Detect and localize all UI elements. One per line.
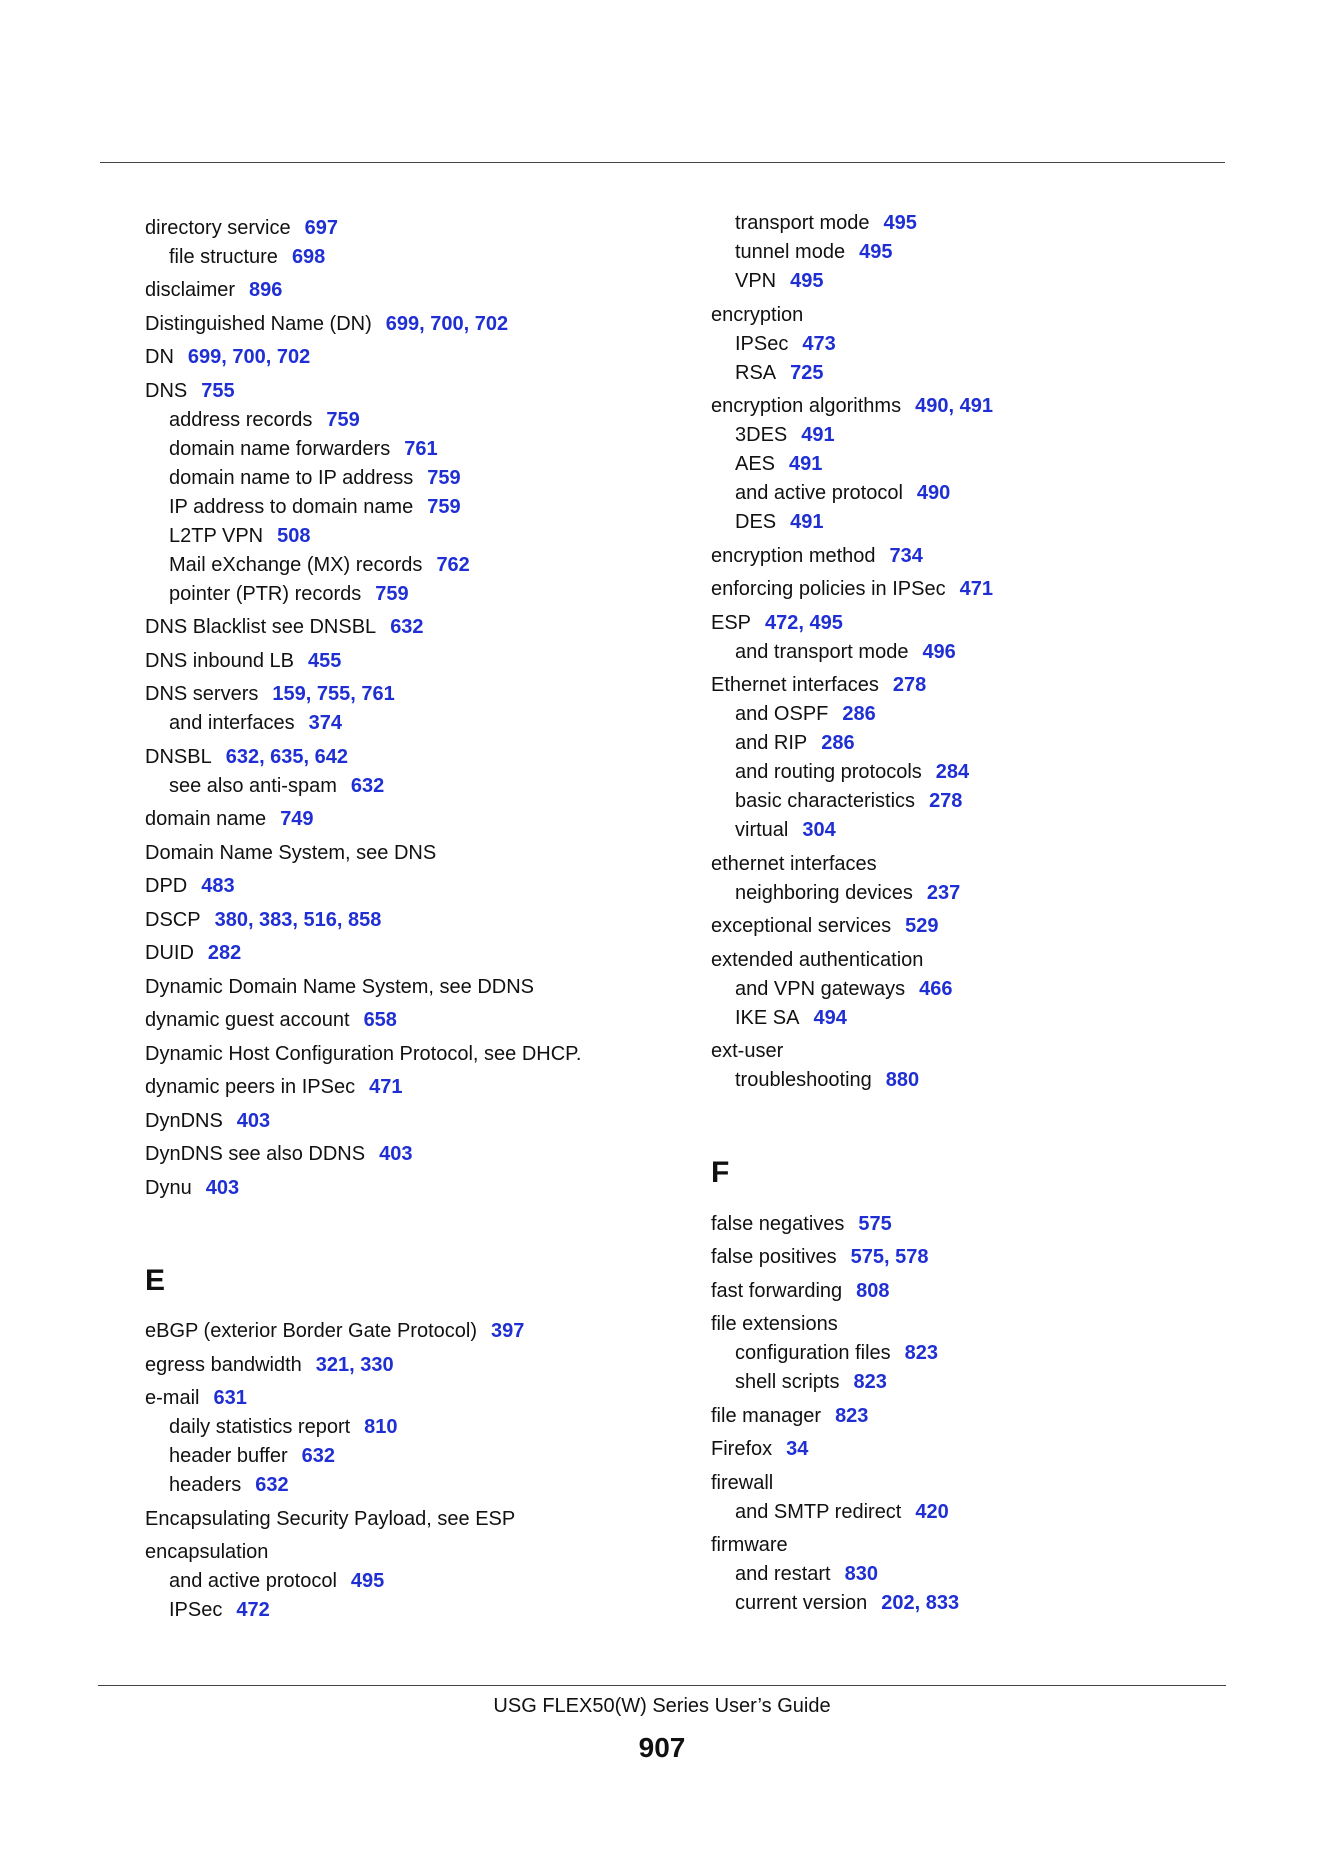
index-subentry <box>711 816 1231 845</box>
page-reference-link[interactable]: 755 <box>201 379 235 402</box>
entry-term: enforcing policies in IPSec <box>711 578 946 600</box>
page-reference-link[interactable]: 34 <box>786 1438 809 1460</box>
entry-term: Dynamic Host Configuration Protocol, see DHCP. <box>145 1042 582 1065</box>
page-reference-link[interactable]: 455 <box>307 649 342 672</box>
section-spacer <box>711 1193 1231 1205</box>
entry-term: e-mail <box>145 1387 200 1409</box>
entry-term: DES <box>735 511 777 533</box>
page-reference-link[interactable]: 321, 330 <box>315 1353 394 1376</box>
page-reference-link[interactable]: 472, 495 <box>765 611 843 634</box>
index-column-right <box>711 209 1231 1618</box>
page-reference-link[interactable]: 575 <box>858 1212 892 1235</box>
index-entry <box>145 276 665 305</box>
page-reference-link[interactable]: 495 <box>883 212 917 234</box>
index-subentry <box>711 1066 1231 1095</box>
index-subentry <box>711 330 1231 359</box>
entry-term: Domain Name System, see DNS <box>145 841 437 864</box>
header-rule <box>100 162 1225 163</box>
index-subentry <box>711 1368 1231 1397</box>
entry-term: ESP <box>711 611 752 634</box>
page-reference-link[interactable]: 471 <box>959 578 993 600</box>
index-subentry <box>145 406 665 435</box>
section-spacer <box>145 1301 665 1313</box>
page-reference-link[interactable]: 529 <box>905 915 939 937</box>
index-entry <box>145 377 665 406</box>
index-entry <box>145 1351 665 1380</box>
entry-term: domain name <box>145 808 267 830</box>
entry-term: configuration files <box>735 1342 891 1364</box>
entry-term: IPSec <box>169 1599 223 1621</box>
index-entry <box>711 609 1231 638</box>
entry-term: ethernet interfaces <box>711 852 877 875</box>
entry-term: firewall <box>711 1471 774 1494</box>
page-reference-link[interactable]: 495 <box>859 241 893 263</box>
page-reference-link[interactable]: 631 <box>213 1387 247 1409</box>
index-subentry <box>711 238 1231 267</box>
index-entry <box>145 743 665 772</box>
index-entry <box>711 392 1231 421</box>
page-reference-link[interactable]: 491 <box>789 453 823 475</box>
index-entry <box>145 1140 665 1169</box>
page-reference-link[interactable]: 759 <box>375 582 409 605</box>
entry-term: false positives <box>711 1246 837 1268</box>
index-subentry <box>711 267 1231 296</box>
page-reference-link[interactable]: 202, 833 <box>881 1592 960 1614</box>
entry-term: disclaimer <box>145 279 236 301</box>
entry-term: L2TP VPN <box>169 524 264 547</box>
page-reference-link[interactable]: 374 <box>308 712 343 734</box>
index-entry <box>711 946 1231 975</box>
entry-term: encryption algorithms <box>711 395 902 417</box>
page-reference-link[interactable]: 495 <box>350 1570 385 1592</box>
entry-term: encapsulation <box>145 1541 269 1563</box>
entry-term: 3DES <box>735 424 788 446</box>
entry-term: Mail eXchange (MX) records <box>169 553 423 576</box>
entry-term: fast forwarding <box>711 1279 843 1302</box>
page-reference-link[interactable]: 734 <box>889 544 923 567</box>
entry-term: DNS servers <box>145 683 259 705</box>
index-subentry <box>145 522 665 551</box>
entry-term: exceptional services <box>711 915 892 937</box>
index-entry <box>145 680 665 709</box>
entry-term: DN <box>145 346 174 368</box>
page-reference-link[interactable]: 698 <box>291 245 326 268</box>
index-subentry <box>145 709 665 738</box>
page-reference-link[interactable]: 575, 578 <box>850 1246 929 1268</box>
index-subentry <box>145 1567 665 1596</box>
index-entry <box>145 973 665 1002</box>
footer-rule <box>98 1685 1226 1686</box>
index-subentry <box>711 729 1231 758</box>
entry-term: ext-user <box>711 1040 784 1062</box>
entry-term: header buffer <box>169 1445 288 1467</box>
index-subentry <box>711 1589 1231 1618</box>
index-entry <box>145 1384 665 1413</box>
index-subentry <box>145 1596 665 1625</box>
page-reference-link[interactable]: 278 <box>892 674 927 696</box>
index-column-left <box>145 209 665 1625</box>
index-entry <box>145 906 665 935</box>
entry-term: DPD <box>145 875 188 897</box>
entry-term: and active protocol <box>735 482 903 504</box>
page-reference-link[interactable]: 508 <box>277 524 311 547</box>
page-reference-link[interactable]: 491 <box>801 424 835 446</box>
index-subentry <box>145 493 665 522</box>
entry-term: DynDNS <box>145 1109 223 1132</box>
page-reference-link[interactable]: 403 <box>236 1109 271 1132</box>
entry-term: DNS inbound LB <box>145 649 294 672</box>
entry-term: and restart <box>735 1563 831 1585</box>
index-subentry <box>711 508 1231 537</box>
index-entry <box>711 1435 1231 1464</box>
index-entry <box>711 1469 1231 1498</box>
section-letter: E <box>145 1263 166 1297</box>
page-reference-link[interactable]: 808 <box>856 1279 890 1302</box>
page-reference-link[interactable]: 632, 635, 642 <box>225 745 349 768</box>
entry-term: Ethernet interfaces <box>711 674 879 696</box>
entry-term: and SMTP redirect <box>735 1500 902 1523</box>
entry-term: egress bandwidth <box>145 1353 302 1376</box>
index-entry <box>711 850 1231 879</box>
page-reference-link[interactable]: 896 <box>249 279 283 301</box>
entry-term: false negatives <box>711 1212 845 1235</box>
entry-term: encryption <box>711 303 804 326</box>
page-reference-link[interactable]: 159, 755, 761 <box>272 683 395 705</box>
index-subentry <box>145 243 665 272</box>
page-reference-link[interactable]: 495 <box>790 270 824 292</box>
page-reference-link[interactable]: 490, 491 <box>915 395 993 417</box>
index-subentry <box>711 479 1231 508</box>
page-reference-link[interactable]: 278 <box>929 790 963 812</box>
page-reference-link[interactable]: 830 <box>844 1563 878 1585</box>
index-subentry <box>145 551 665 580</box>
entry-term: firmware <box>711 1534 788 1556</box>
page-reference-link[interactable]: 699, 700, 702 <box>385 312 509 335</box>
page-reference-link[interactable]: 823 <box>835 1404 869 1427</box>
page-reference-link[interactable]: 810 <box>364 1416 398 1438</box>
page-reference-link[interactable]: 823 <box>904 1342 939 1364</box>
index-subentry <box>711 421 1231 450</box>
entry-term: Dynamic Domain Name System, see DDNS <box>145 975 534 998</box>
entry-term: Firefox <box>711 1438 773 1460</box>
entry-term: see also anti-spam <box>169 774 337 797</box>
page-reference-link[interactable]: 632 <box>301 1445 335 1467</box>
entry-term: pointer (PTR) records <box>169 582 362 605</box>
section-spacer <box>145 1203 665 1261</box>
entry-term: file extensions <box>711 1313 838 1335</box>
index-subentry <box>711 787 1231 816</box>
index-subentry <box>145 1442 665 1471</box>
entry-term: current version <box>735 1592 868 1614</box>
page-number: 907 <box>638 1732 686 1763</box>
index-entry <box>145 805 665 834</box>
page-reference-link[interactable]: 420 <box>915 1500 949 1523</box>
page-reference-link[interactable]: 397 <box>491 1320 525 1342</box>
entry-term: extended authentication <box>711 948 924 971</box>
index-subentry <box>145 435 665 464</box>
index-entry <box>145 1317 665 1346</box>
index-subentry <box>711 209 1231 238</box>
guide-title: USG FLEX50(W) Series User’s Guide <box>493 1695 831 1717</box>
page-reference-link[interactable]: 749 <box>280 808 314 830</box>
entry-term: basic characteristics <box>735 790 916 812</box>
index-entry <box>145 872 665 901</box>
entry-term: domain name to IP address <box>169 466 414 489</box>
index-subentry <box>711 1498 1231 1527</box>
index-subentry <box>711 879 1231 908</box>
entry-term: file manager <box>711 1404 822 1427</box>
index-entry <box>145 343 665 372</box>
index-subentry <box>711 638 1231 667</box>
index-subentry <box>711 975 1231 1004</box>
entry-term: DNSBL <box>145 745 212 768</box>
page-reference-link[interactable]: 496 <box>922 640 956 663</box>
entry-term: and transport mode <box>735 640 909 663</box>
entry-term: and active protocol <box>169 1570 337 1592</box>
index-entry <box>145 839 665 868</box>
page-reference-link[interactable]: 658 <box>363 1009 397 1031</box>
page-reference-link[interactable]: 286 <box>842 703 876 725</box>
index-entry <box>711 912 1231 941</box>
index-subentry <box>711 758 1231 787</box>
index-entry <box>145 1040 665 1069</box>
index-entry <box>145 1107 665 1136</box>
index-subentry <box>711 1004 1231 1033</box>
index-entry <box>711 1243 1231 1272</box>
index-entry <box>145 214 665 243</box>
entry-term: dynamic peers in IPSec <box>145 1076 356 1098</box>
index-entry <box>711 671 1231 700</box>
entry-term: and VPN gateways <box>735 977 906 1000</box>
entry-term: DynDNS see also DDNS <box>145 1143 366 1165</box>
entry-term: IP address to domain name <box>169 495 414 518</box>
page-reference-link[interactable]: 472 <box>236 1599 270 1621</box>
entry-term: DUID <box>145 942 194 964</box>
entry-term: directory service <box>145 216 291 239</box>
page-reference-link[interactable]: 699, 700, 702 <box>187 346 311 368</box>
index-subentry <box>711 450 1231 479</box>
entry-term: Dynu <box>145 1176 192 1199</box>
entry-term: neighboring devices <box>735 881 913 904</box>
page-reference-link[interactable]: 632 <box>255 1474 289 1496</box>
entry-term: and routing protocols <box>735 761 922 783</box>
index-entry <box>711 1310 1231 1339</box>
page-reference-link[interactable]: 304 <box>802 819 836 841</box>
page-reference-link[interactable]: 725 <box>790 361 824 384</box>
entry-term: address records <box>169 408 313 431</box>
index-subentry <box>145 580 665 609</box>
page-reference-link[interactable]: 632 <box>350 774 385 797</box>
page-reference-link[interactable]: 403 <box>205 1176 240 1199</box>
entry-term: daily statistics report <box>169 1416 351 1438</box>
index-subentry <box>145 772 665 801</box>
index-entry <box>145 1174 665 1203</box>
page-reference-link[interactable]: 491 <box>790 511 824 533</box>
entry-term: and interfaces <box>169 712 295 734</box>
page-reference-link[interactable]: 762 <box>436 553 470 576</box>
entry-term: troubleshooting <box>735 1069 872 1091</box>
page-reference-link[interactable]: 494 <box>813 1006 847 1029</box>
entry-term: RSA <box>735 361 777 384</box>
index-entry <box>711 575 1231 604</box>
page-reference-link[interactable]: 471 <box>369 1076 403 1098</box>
index-entry <box>711 542 1231 571</box>
page-reference-link[interactable]: 759 <box>427 495 461 518</box>
section-spacer <box>711 1095 1231 1153</box>
entry-term: AES <box>735 453 776 475</box>
index-entry <box>145 310 665 339</box>
page-reference-link[interactable]: 823 <box>853 1371 887 1393</box>
section-letter: F <box>711 1156 730 1189</box>
entry-term: eBGP (exterior Border Gate Protocol) <box>145 1320 477 1342</box>
entry-term: domain name forwarders <box>169 437 391 460</box>
entry-term: DSCP <box>145 908 201 931</box>
index-entry <box>145 1006 665 1035</box>
page-reference-link[interactable]: 761 <box>404 437 438 460</box>
page-reference-link[interactable]: 473 <box>802 332 836 355</box>
index-subentry <box>145 1471 665 1500</box>
entry-term: and OSPF <box>735 703 829 725</box>
page-reference-link[interactable]: 466 <box>919 977 953 1000</box>
page-reference-link[interactable]: 380, 383, 516, 858 <box>214 908 382 931</box>
index-subentry <box>711 359 1231 388</box>
entry-term: DNS <box>145 379 188 402</box>
entry-term: IPSec <box>735 332 789 355</box>
index-entry <box>711 301 1231 330</box>
index-entry <box>711 1402 1231 1431</box>
page-reference-link[interactable]: 759 <box>427 466 461 489</box>
page-reference-link[interactable]: 286 <box>821 732 855 754</box>
page-reference-link[interactable]: 880 <box>885 1069 920 1091</box>
index-entry <box>145 1073 665 1102</box>
index-entry <box>711 1210 1231 1239</box>
entry-term: IKE SA <box>735 1006 800 1029</box>
index-entry <box>145 939 665 968</box>
page-reference-link[interactable]: 632 <box>390 616 424 638</box>
index-entry <box>145 647 665 676</box>
page-reference-link[interactable]: 483 <box>201 875 235 897</box>
entry-term: virtual <box>735 819 789 841</box>
index-subentry <box>711 700 1231 729</box>
page-reference-link[interactable]: 403 <box>379 1143 413 1165</box>
entry-term: tunnel mode <box>735 241 846 263</box>
index-entry <box>711 1037 1231 1066</box>
entry-term: transport mode <box>735 212 870 234</box>
entry-term: shell scripts <box>735 1371 840 1393</box>
page-reference-link[interactable]: 237 <box>926 881 961 904</box>
entry-term: VPN <box>735 270 777 292</box>
index-subentry <box>711 1560 1231 1589</box>
index-entry <box>711 1531 1231 1560</box>
entry-term: Encapsulating Security Payload, see ESP <box>145 1507 516 1530</box>
page-reference-link[interactable]: 490 <box>916 482 951 504</box>
page-reference-link[interactable]: 282 <box>207 942 242 964</box>
entry-term: dynamic guest account <box>145 1009 350 1031</box>
index-entry <box>711 1277 1231 1306</box>
page-reference-link[interactable]: 284 <box>935 761 970 783</box>
page-reference-link[interactable]: 759 <box>326 408 360 431</box>
index-entry <box>145 1505 665 1534</box>
entry-term: Distinguished Name (DN) <box>145 312 372 335</box>
entry-term: DNS Blacklist see DNSBL <box>145 616 377 638</box>
index-subentry <box>145 464 665 493</box>
index-subentry <box>711 1339 1231 1368</box>
entry-term: headers <box>169 1474 242 1496</box>
index-entry <box>145 1538 665 1567</box>
entry-term: file structure <box>169 245 278 268</box>
entry-term: encryption method <box>711 544 876 567</box>
index-entry <box>145 613 665 642</box>
index-subentry <box>145 1413 665 1442</box>
entry-term: and RIP <box>735 732 808 754</box>
page-reference-link[interactable]: 697 <box>304 216 338 239</box>
